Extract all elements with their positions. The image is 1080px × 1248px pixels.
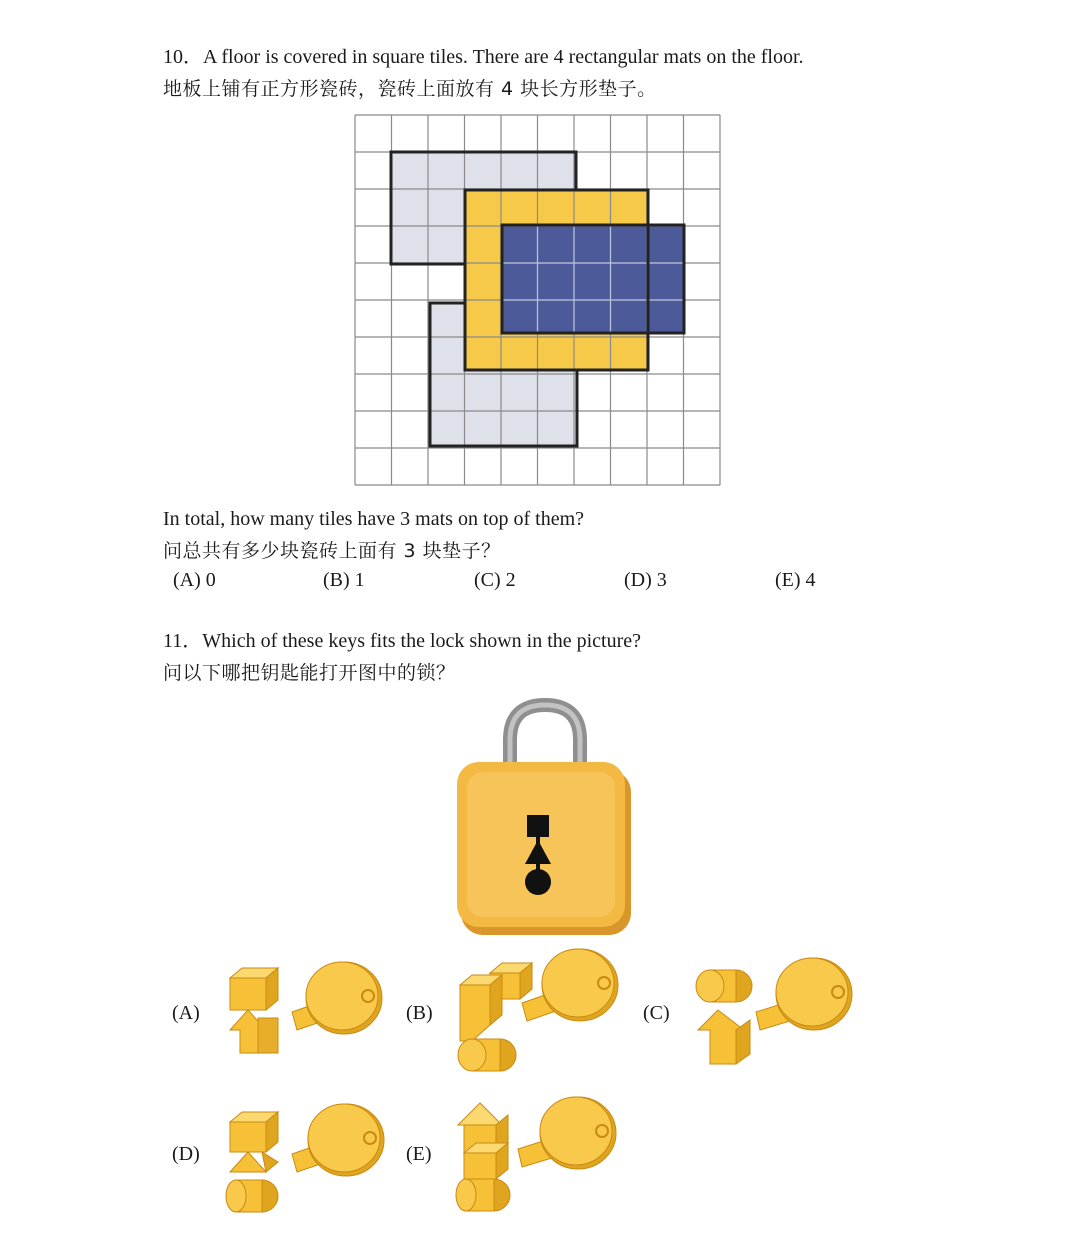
q10-title-zh: 地板上铺有正方形瓷砖，瓷砖上面放有 4 块长方形垫子。 [163, 78, 657, 100]
key-label-e[interactable]: (E) [406, 1143, 432, 1165]
q10-title-en: 10．A floor is covered in square tiles. There are 4 rectangular mats on the floor. [163, 46, 804, 68]
key-b[interactable] [452, 945, 622, 1075]
key-e[interactable] [452, 1095, 622, 1215]
q10-option-e[interactable]: (E) 4 [775, 569, 816, 591]
padlock-figure [455, 700, 635, 940]
q11-title-en: 11．Which of these keys fits the lock shown in the picture? [163, 630, 642, 652]
key-a[interactable] [222, 958, 392, 1073]
key-d[interactable] [222, 1100, 392, 1220]
tile-floor-figure [355, 115, 725, 487]
mat-blue [502, 225, 684, 333]
q10-option-d[interactable]: (D) 3 [624, 569, 667, 591]
q10-option-c[interactable]: (C) 2 [474, 569, 516, 591]
key-label-a[interactable]: (A) [172, 1002, 200, 1024]
q11-title-zh: 问以下哪把钥匙能打开图中的锁？ [163, 662, 456, 684]
key-label-b[interactable]: (B) [406, 1002, 433, 1024]
key-c[interactable] [690, 952, 860, 1077]
key-label-c[interactable]: (C) [643, 1002, 670, 1024]
q10-option-b[interactable]: (B) 1 [323, 569, 365, 591]
key-label-d[interactable]: (D) [172, 1143, 200, 1165]
q10-question-zh: 问总共有多少块瓷砖上面有 3 块垫子？ [163, 540, 501, 562]
q10-option-a[interactable]: (A) 0 [173, 569, 216, 591]
q10-question-en: In total, how many tiles have 3 mats on top of them? [163, 508, 585, 530]
